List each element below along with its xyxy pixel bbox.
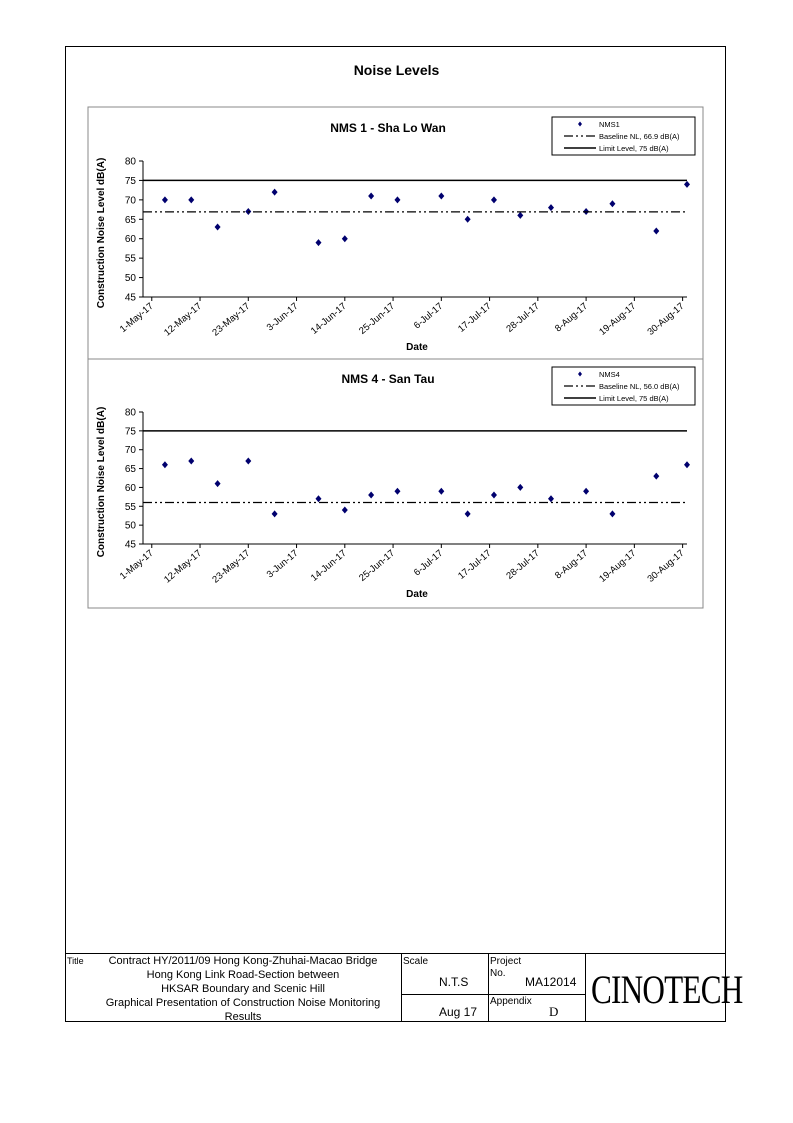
data-point	[245, 458, 251, 465]
x-tick-label: 1-May-17	[117, 547, 156, 583]
x-tick-label: 12-May-17	[162, 547, 204, 586]
divider-horizontal	[401, 994, 586, 995]
project-no-label: No.	[490, 968, 506, 979]
legend	[552, 367, 695, 405]
data-point	[491, 491, 497, 498]
title-line: HKSAR Boundary and Scenic Hill	[161, 983, 325, 995]
x-tick-label: 17-Jul-17	[456, 547, 494, 582]
data-point	[684, 461, 690, 468]
data-point	[272, 510, 278, 517]
project-label: Project	[490, 956, 522, 967]
title-line: Hong Kong Link Road-Section between	[146, 969, 340, 981]
title-line: Results	[224, 1011, 262, 1023]
data-point	[438, 192, 444, 199]
legend-label: Limit Level, 75 dB(A)	[599, 144, 669, 153]
y-tick-label: 45	[124, 539, 136, 551]
x-tick-label: 25-Jun-17	[357, 547, 397, 584]
x-tick-label: 30-Aug-17	[645, 300, 687, 338]
data-point	[394, 196, 400, 203]
x-axis-label: Date	[406, 342, 428, 353]
legend-label: NMS4	[599, 370, 620, 379]
divider-project	[488, 954, 489, 1022]
y-tick-label: 50	[124, 520, 136, 532]
data-point	[609, 200, 615, 207]
x-tick-label: 30-Aug-17	[645, 547, 687, 585]
data-point	[438, 488, 444, 495]
x-tick-label: 12-May-17	[162, 300, 204, 339]
data-point	[609, 510, 615, 517]
data-point	[394, 488, 400, 495]
data-point	[342, 507, 348, 514]
legend-label: Limit Level, 75 dB(A)	[599, 394, 669, 403]
y-tick-label: 75	[124, 175, 136, 187]
data-point	[583, 488, 589, 495]
x-tick-label: 23-May-17	[210, 547, 253, 586]
appendix-value: D	[549, 1004, 559, 1019]
y-tick-label: 70	[124, 445, 136, 457]
data-point	[342, 235, 348, 242]
y-tick-label: 65	[124, 464, 136, 476]
scale-label: Scale	[403, 956, 429, 967]
data-point	[548, 495, 554, 502]
x-tick-label: 6-Jul-17	[411, 300, 446, 332]
page-title: Noise Levels	[353, 62, 440, 78]
divider-scale	[401, 954, 402, 1022]
divider-logo	[585, 954, 586, 1022]
x-tick-label: 19-Aug-17	[597, 300, 639, 338]
x-tick-label: 1-May-17	[117, 300, 156, 336]
title-text	[93, 954, 393, 1024]
title-block	[65, 953, 743, 1023]
chart-2	[88, 359, 703, 608]
data-point	[215, 480, 221, 487]
scale-value: N.T.S	[439, 975, 469, 989]
chart-1	[88, 107, 703, 359]
data-point	[548, 204, 554, 211]
cinotech-logo: CINOTECH	[591, 967, 743, 1012]
data-point	[653, 227, 659, 234]
date-value: Aug 17	[439, 1005, 478, 1019]
y-tick-label: 60	[124, 234, 136, 246]
data-point	[368, 491, 374, 498]
y-tick-label: 55	[124, 253, 136, 265]
data-point	[517, 212, 523, 219]
x-tick-label: 28-Jul-17	[504, 547, 542, 582]
x-tick-label: 8-Aug-17	[553, 300, 591, 335]
x-tick-label: 25-Jun-17	[357, 300, 397, 337]
data-point	[465, 216, 471, 223]
y-tick-label: 75	[124, 426, 136, 438]
data-point	[315, 495, 321, 502]
y-tick-label: 55	[124, 501, 136, 513]
title-line: Contract HY/2011/09 Hong Kong-Zhuhai-Macao Bridge	[108, 955, 378, 967]
data-point	[491, 196, 497, 203]
data-point	[188, 458, 194, 465]
x-tick-label: 3-Jun-17	[264, 547, 301, 581]
y-tick-label: 80	[124, 407, 136, 419]
chart-title: NMS 1 - Sha Lo Wan	[330, 121, 446, 135]
project-number: MA12014	[525, 975, 577, 989]
data-point	[272, 189, 278, 196]
title-line: Graphical Presentation of Construction Noise Monitoring	[105, 997, 381, 1009]
x-tick-label: 19-Aug-17	[597, 547, 639, 585]
x-tick-label: 17-Jul-17	[456, 300, 494, 335]
x-axis-label: Date	[406, 589, 428, 600]
x-tick-label: 14-Jun-17	[308, 300, 349, 337]
y-tick-label: 60	[124, 482, 136, 494]
y-tick-label: 80	[124, 156, 136, 168]
title-label: Title	[67, 956, 84, 966]
data-point	[215, 224, 221, 231]
appendix-label: Appendix	[490, 996, 532, 1007]
data-point	[368, 192, 374, 199]
data-point	[315, 239, 321, 246]
data-point	[162, 461, 168, 468]
y-tick-label: 70	[124, 195, 136, 207]
legend-label: NMS1	[599, 120, 620, 129]
data-point	[653, 473, 659, 480]
legend-label: Baseline NL, 56.0 dB(A)	[599, 382, 680, 391]
legend	[552, 117, 695, 155]
y-axis-label: Construction Noise Level dB(A)	[96, 406, 107, 558]
x-tick-label: 14-Jun-17	[308, 547, 349, 584]
data-point	[684, 181, 690, 188]
y-tick-label: 50	[124, 273, 136, 285]
chart-title: NMS 4 - San Tau	[341, 372, 435, 386]
data-point	[162, 196, 168, 203]
y-axis-label: Construction Noise Level dB(A)	[96, 157, 107, 309]
legend-label: Baseline NL, 66.9 dB(A)	[599, 132, 680, 141]
data-point	[465, 510, 471, 517]
x-tick-label: 8-Aug-17	[553, 547, 591, 582]
x-tick-label: 6-Jul-17	[411, 547, 446, 579]
x-tick-label: 28-Jul-17	[504, 300, 542, 335]
x-tick-label: 3-Jun-17	[264, 300, 301, 334]
y-tick-label: 45	[124, 292, 136, 304]
x-tick-label: 23-May-17	[210, 300, 253, 339]
data-point	[188, 196, 194, 203]
y-tick-label: 65	[124, 214, 136, 226]
data-point	[517, 484, 523, 491]
